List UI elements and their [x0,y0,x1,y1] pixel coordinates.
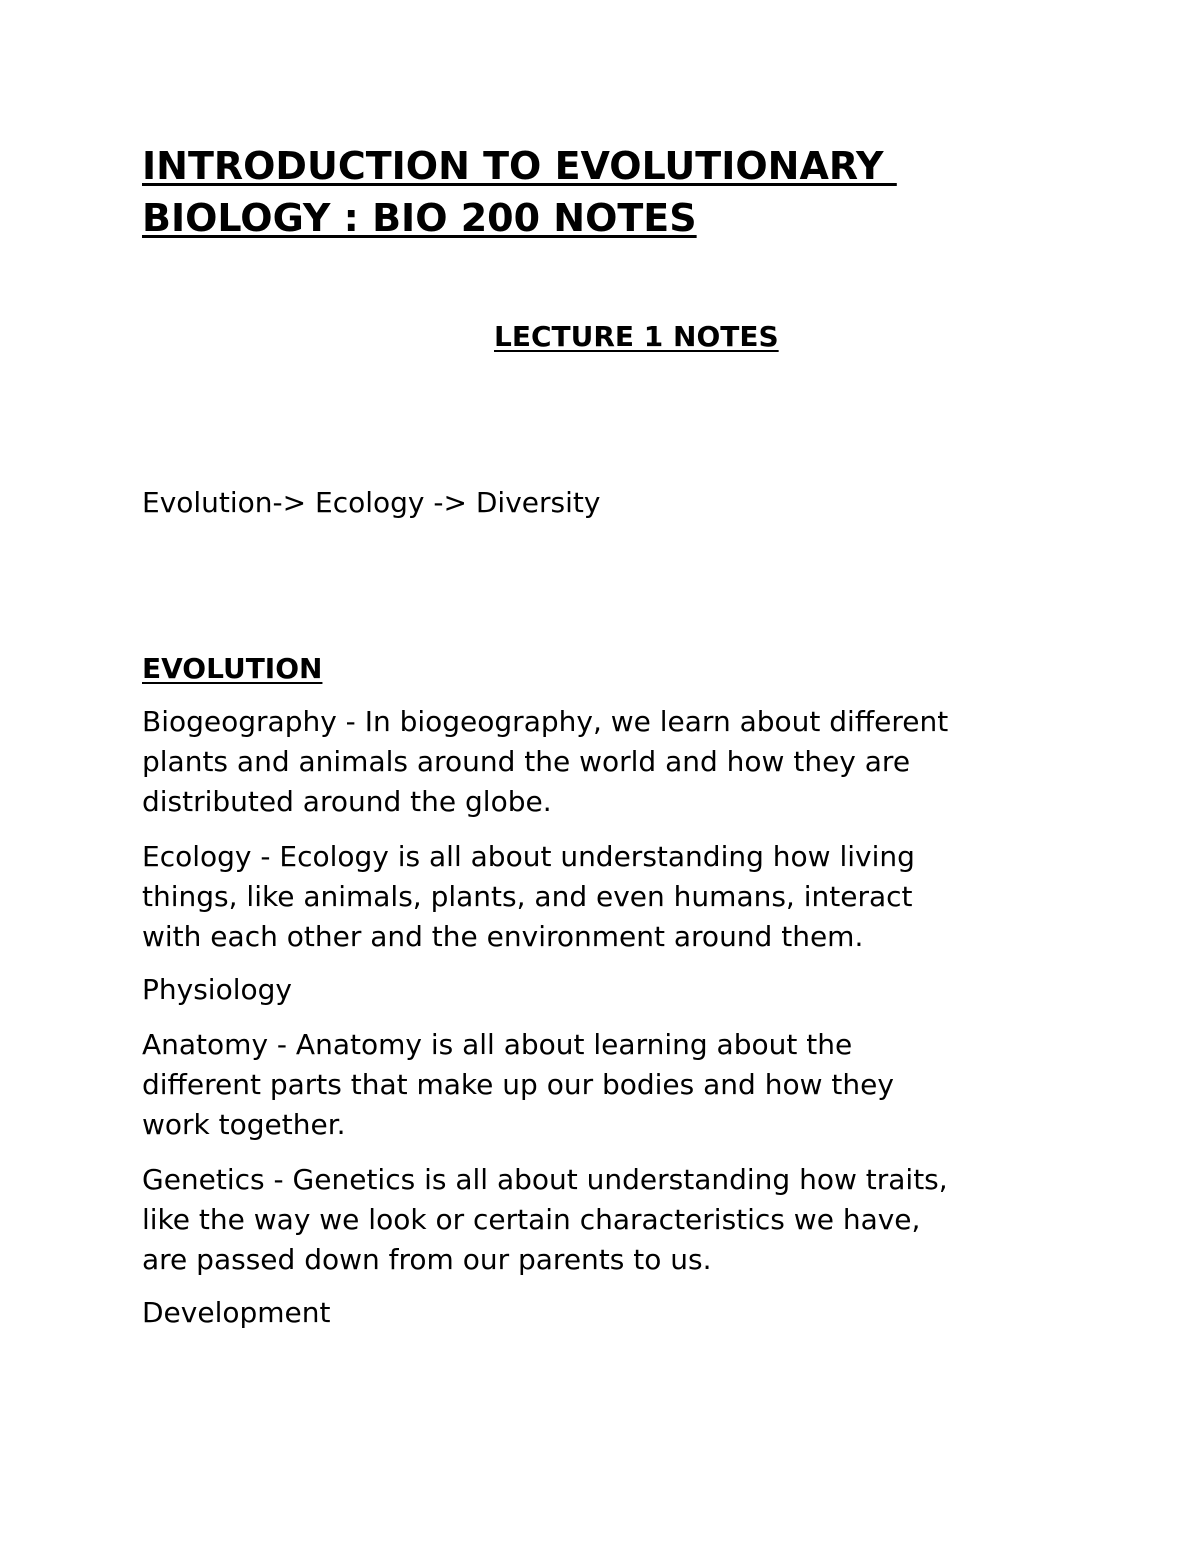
title-line-1: INTRODUCTION TO EVOLUTIONARY [142,144,897,188]
section-heading-evolution: EVOLUTION [142,652,323,685]
paragraph-development [142,1293,331,1333]
paragraph-biogeography [142,702,948,822]
paragraph-line: plants and animals around the world and how they are [142,745,911,778]
title-line-2: BIOLOGY : BIO 200 NOTES [142,196,697,240]
paragraph-line: Genetics - Genetics is all about understanding how traits, [142,1163,948,1196]
paragraph-anatomy [142,1025,894,1145]
paragraph-line: Development [142,1296,331,1329]
paragraph-genetics [142,1160,948,1280]
paragraph-line: things, like animals, plants, and even humans, interact [142,880,913,913]
topic-flow: Evolution-> Ecology -> Diversity [142,486,601,519]
paragraph-ecology [142,837,915,957]
document-title [142,140,1082,244]
paragraph-line: distributed around the globe. [142,785,552,818]
paragraph-line: Ecology - Ecology is all about understanding how living [142,840,915,873]
paragraph-line: different parts that make up our bodies and how they [142,1068,894,1101]
paragraph-line: with each other and the environment around them. [142,920,864,953]
paragraph-line: Physiology [142,973,292,1006]
paragraph-line: work together. [142,1108,346,1141]
paragraph-physiology [142,970,292,1010]
paragraph-line: like the way we look or certain characteristics we have, [142,1203,921,1236]
paragraph-line: Anatomy - Anatomy is all about learning about the [142,1028,853,1061]
paragraph-line: are passed down from our parents to us. [142,1243,712,1276]
lecture-subtitle: LECTURE 1 NOTES [494,320,779,353]
paragraph-line: Biogeography - In biogeography, we learn about different [142,705,949,738]
